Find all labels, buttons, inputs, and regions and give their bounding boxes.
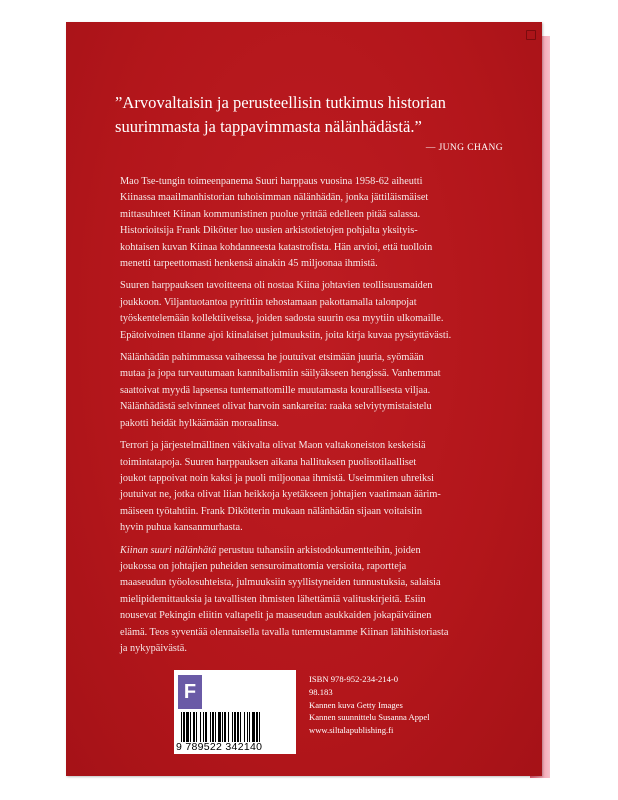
text-line: joukossa on johtajien puheiden sensuroimattomia versioita, raportteja xyxy=(120,560,407,572)
text-line: joukkoon. Viljantuotantoa pyrittiin tehostamaan pakottamalla talonpojat xyxy=(120,296,417,308)
book-description xyxy=(120,174,510,663)
classification-line: 98.183 xyxy=(309,686,333,697)
text-line: mutaa ja jopa turvautumaan kannibalismiin säilyäkseen hengissä. Vanhemmat xyxy=(120,368,441,380)
quote-attribution: — JUNG CHANG xyxy=(425,143,503,153)
text-line: työskentelemään kollektiiveissa, joiden sadosta suurin osa myytiin ulkomaille. xyxy=(120,313,444,325)
text-line: hyvin puhua kansanmurhasta. xyxy=(120,522,243,534)
description-paragraph xyxy=(120,350,510,432)
quote-line: ”Arvovaltaisin ja perusteellisin tutkimus historian xyxy=(115,93,446,112)
text-line: Suuren harppauksen tavoitteena oli nostaa Kiina johtavien teollisuusmaiden xyxy=(120,280,433,292)
text-line: Kiinassa maailmanhistorian tuhoisimman nälänhädän, jonka jättiläismäiset xyxy=(120,192,429,204)
text-line: maaseudun työolosuhteista, julmuuksiin syyllistyneiden tunnustuksia, salaisia xyxy=(120,577,441,589)
text-line: mielipidemittauksia ja tavallisten ihmisten lähettämiä valituskirjeitä. Esiin xyxy=(120,593,426,605)
text-line: menetti tarpeettomasti henkensä ainakin 45 miljoonaa ihmistä. xyxy=(120,258,378,270)
text-line: ja nykypäivästä. xyxy=(120,642,187,654)
description-paragraph xyxy=(120,278,510,344)
cover-design-credit: Kannen suunnittelu Susanna Appel xyxy=(309,712,430,723)
text-line: elämä. Teos syventää olennaisella tavalla tuntemustamme Kiinan lähihistoriasta xyxy=(120,626,449,638)
barcode-icon xyxy=(181,712,293,742)
corner-mark xyxy=(526,30,536,40)
blurb-quote xyxy=(115,91,505,139)
text-line: kohtaisen kuvan Kiinaa kohdanneesta katastrofista. Hän arvioi, että tuolloin xyxy=(120,241,433,253)
publisher-website: www.siltalapublishing.fi xyxy=(309,725,394,736)
isbn-barcode-number: 9 789522 342140 xyxy=(176,741,263,753)
text-line: joutuivat ne, jotka olivat liian heikkoja kyetäkseen johtajien vaatimaan äärim- xyxy=(120,489,441,501)
text-line xyxy=(120,543,510,559)
text-line: nousevat Pekingin eliitin valtapelit ja maaseudun asukkaiden jokapäiväinen xyxy=(120,610,432,622)
publisher-logo: F xyxy=(178,675,202,709)
description-paragraph xyxy=(120,438,510,536)
text-line: Epätoivoinen tilanne ajoi kiinalaiset julmuuksiin, joita kirja kuvaa pysäyttävästi. xyxy=(120,329,452,341)
description-paragraph xyxy=(120,543,510,658)
text-line: pakotti heidät hylkäämään moraalinsa. xyxy=(120,417,279,429)
description-paragraph xyxy=(120,174,510,272)
text-line: joukot tappoivat noin kaksi ja puoli miljoonaa ihmistä. Useimmiten uhreiksi xyxy=(120,472,435,484)
text-line: Terrori ja järjestelmällinen väkivalta olivat Maon valtakoneiston keskeisiä xyxy=(120,440,426,452)
cover-image-credit: Kannen kuva Getty Images xyxy=(309,699,403,710)
publication-credits xyxy=(309,673,430,737)
isbn-line: ISBN 978-952-234-214-0 xyxy=(309,674,399,684)
text-line: saattoivat myydä lapsensa tuntemattomille muutamasta kourallisesta viljaa. xyxy=(120,384,431,396)
book-title-italic: Kiinan suuri nälänhätä xyxy=(120,544,217,556)
text-line: mittasuhteet Kiinan kommunistinen puolue yrittää edelleen pitää salassa. xyxy=(120,208,421,220)
text-line: Nälänhädän pahimmassa vaiheessa he joutuivat etsimään juuria, syömään xyxy=(120,352,424,364)
quote-line: suurimmasta ja tappavimmasta nälänhädästä.” xyxy=(115,117,422,136)
text-line: toimintatapoja. Suuren harppauksen aikana hallituksen puolisotilaalliset xyxy=(120,456,417,468)
text-line: mäiseen työtahtiin. Frank Dikötterin mukaan nälänhädän sijaan voitaisiin xyxy=(120,505,422,517)
text-fragment: perustuu tuhansiin arkistodokumentteihin, joiden xyxy=(216,544,421,556)
text-line: Nälänhädästä selvinneet olivat harvoin sankareita: raaka selviytymistaistelu xyxy=(120,401,432,413)
text-line: Mao Tse-tungin toimeenpanema Suuri harppaus vuosina 1958-62 aiheutti xyxy=(120,176,423,187)
text-line: Historioitsija Frank Dikötter luo uusien arkistotietojen pohjalta yksityis- xyxy=(120,225,418,237)
